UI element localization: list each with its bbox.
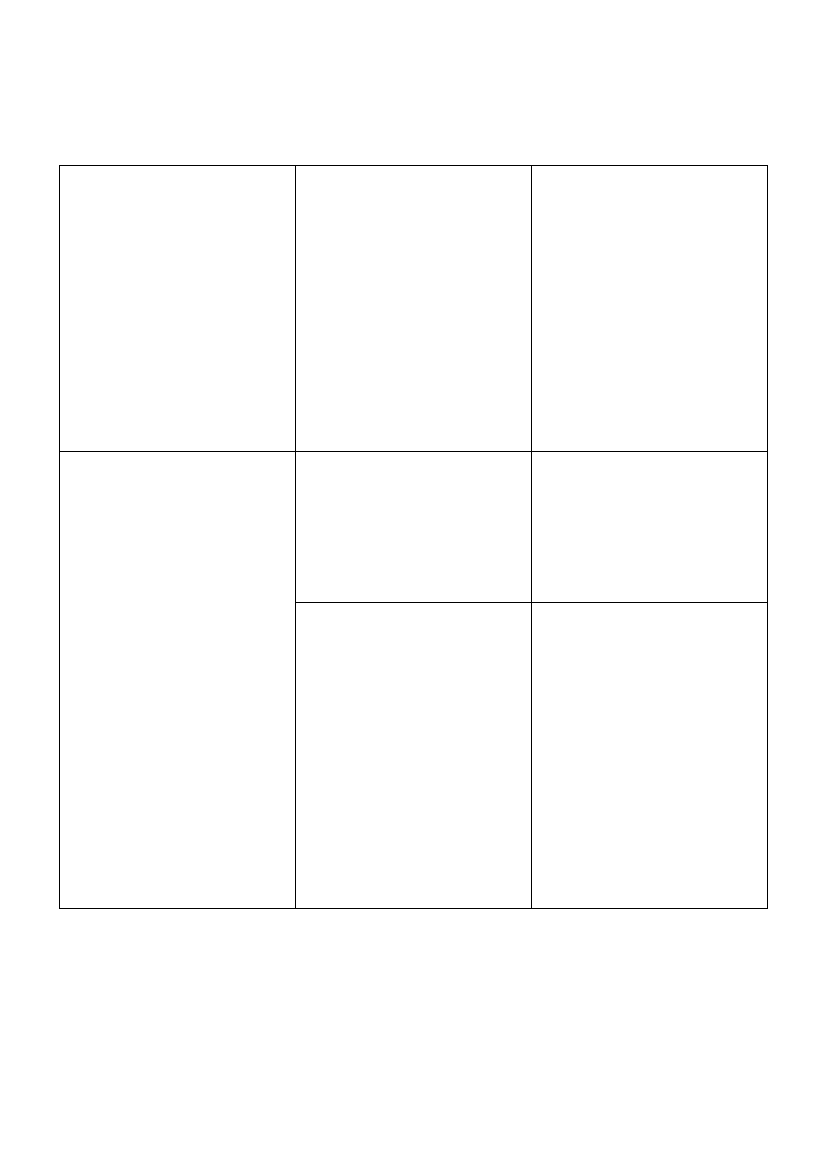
table-left-border: [59, 165, 60, 909]
table-top-border: [59, 165, 768, 166]
table-col-divider-2: [531, 165, 532, 909]
table-col-divider-1: [295, 165, 296, 909]
table-row-divider-2: [295, 602, 768, 603]
table-row-divider-1: [59, 451, 768, 452]
table-right-border: [767, 165, 768, 909]
table-bottom-border: [59, 908, 768, 909]
